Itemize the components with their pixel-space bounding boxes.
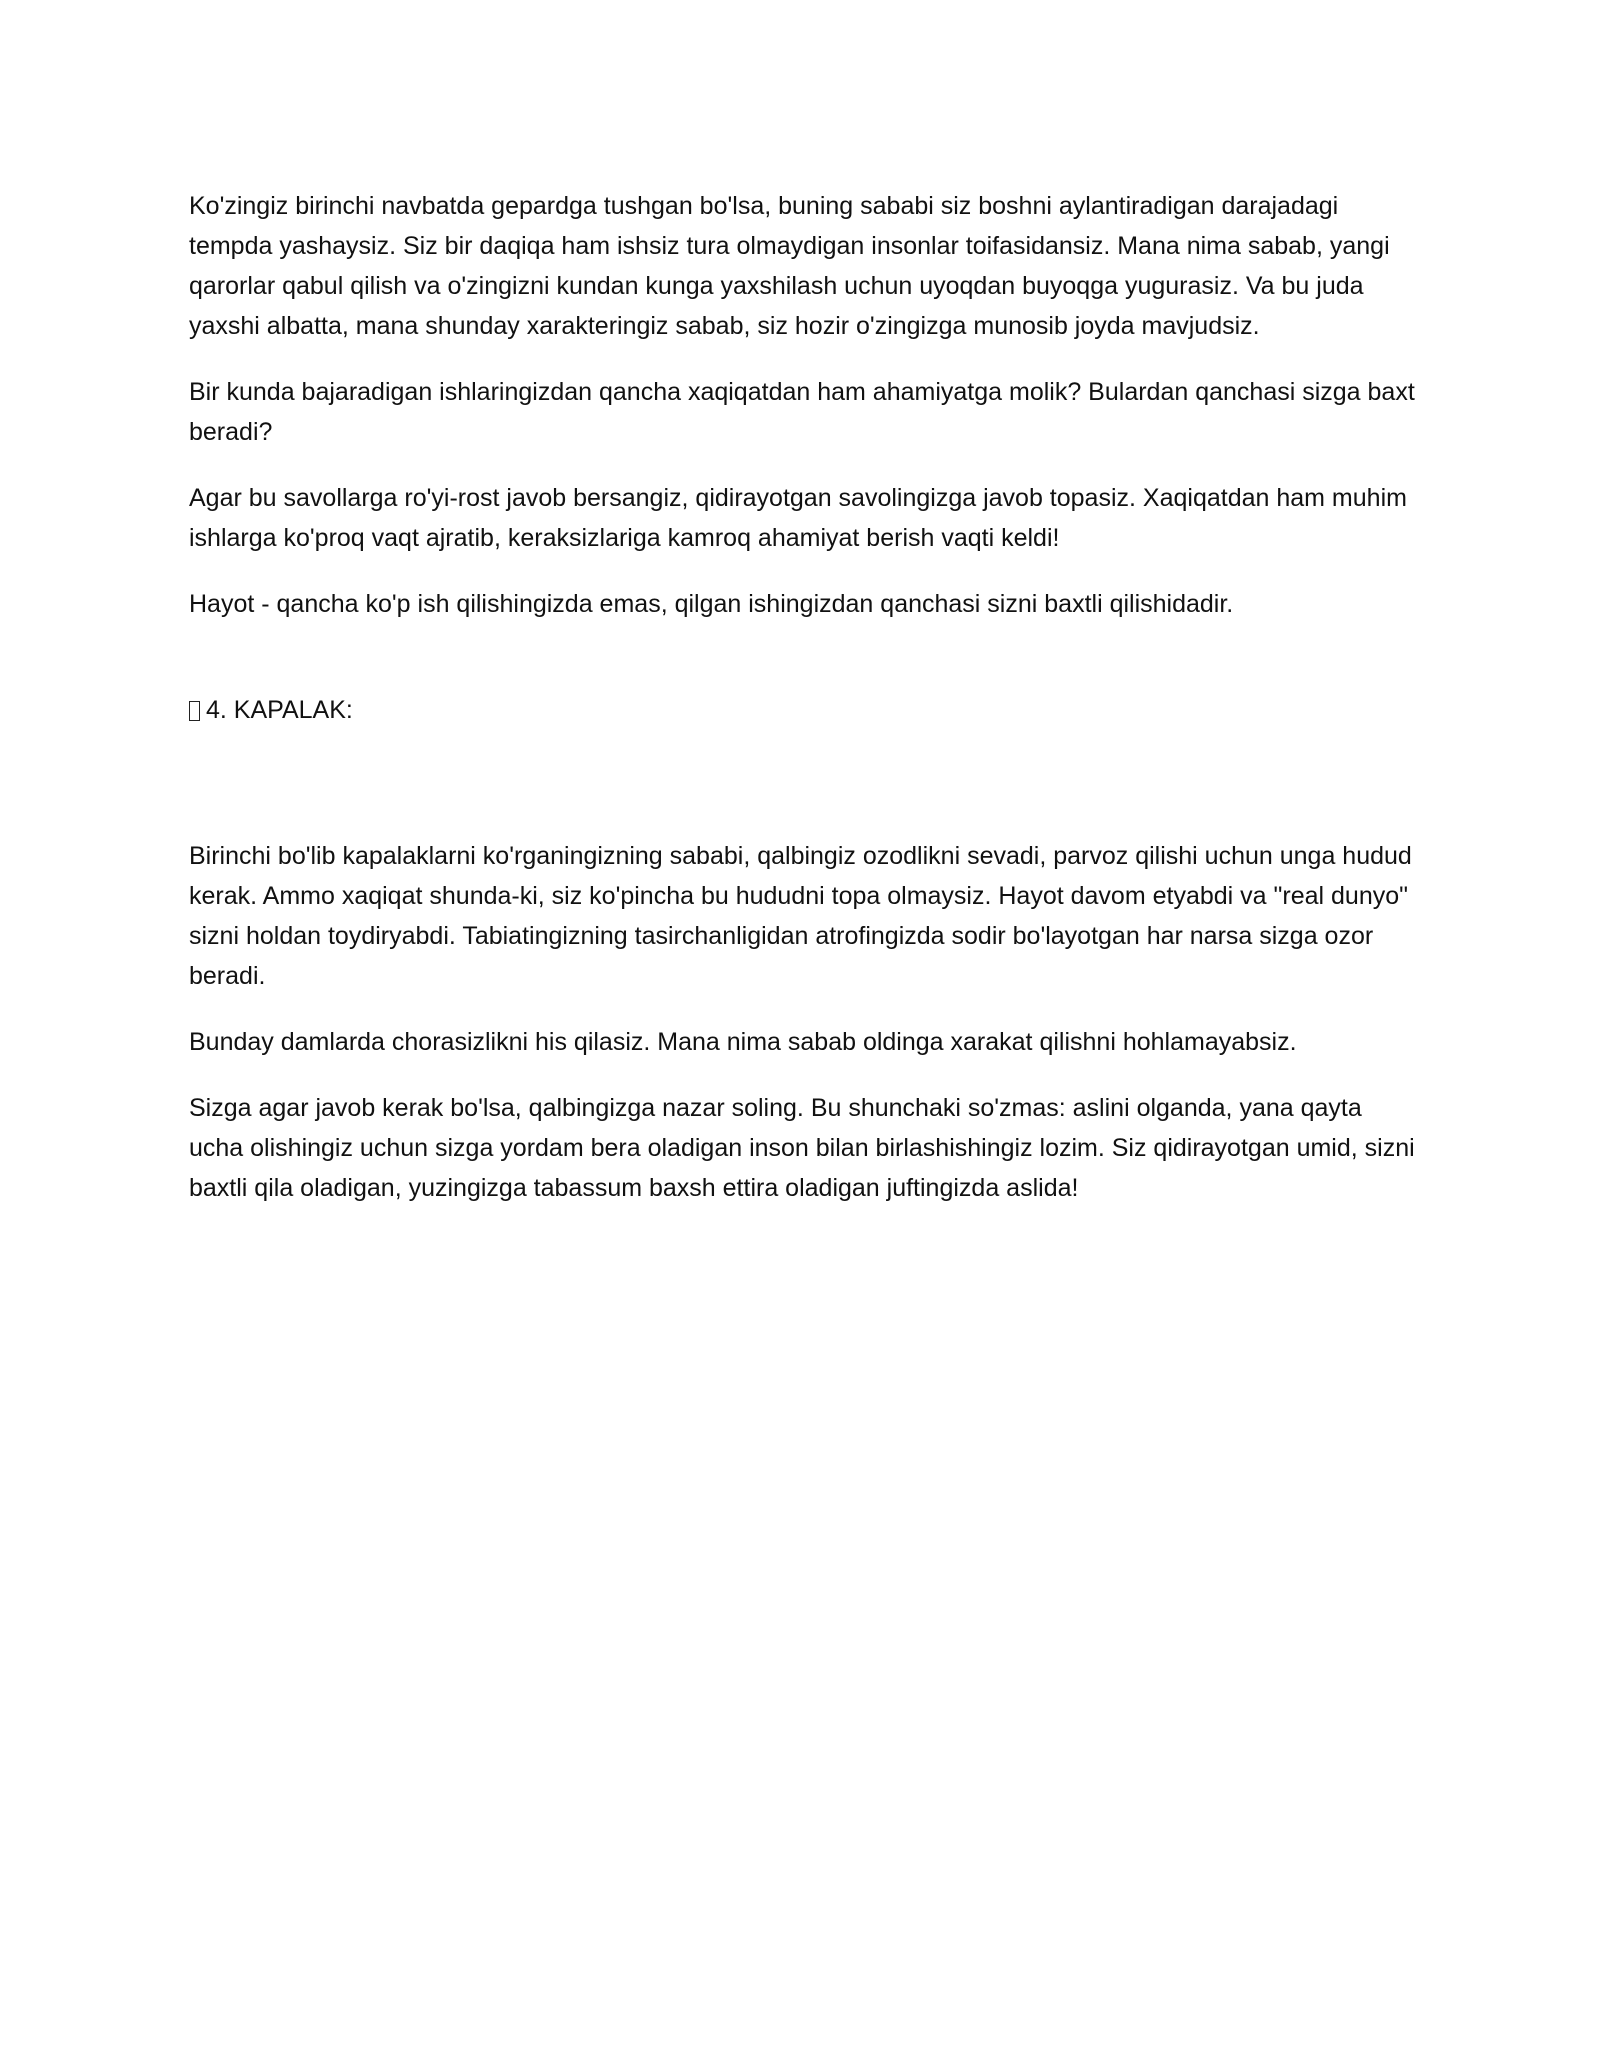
- section-heading: [189, 690, 1419, 730]
- section-spacer: [189, 730, 1419, 836]
- paragraph-answer: Agar bu savollarga ro'yi-rost javob bersangiz, qidirayotgan savolingizga javob topasiz. Xaqiqatdan ham muhim ishlarga ko'proq vaqt ajratib, keraksizlariga kamroq ahamiyat berish vaqti keldi!: [189, 484, 1407, 552]
- paragraph-question: Bir kunda bajaradigan ishlaringizdan qancha xaqiqatdan ham ahamiyatga molik? Bulardan qanchasi sizga baxt beradi?: [189, 378, 1415, 446]
- paragraph-helplessness: Bunday damlarda chorasizlikni his qilasiz. Mana nima sabab oldinga xarakat qilishni hohlamayabsiz.: [189, 1028, 1297, 1056]
- paragraph-butterfly-intro: Birinchi bo'lib kapalaklarni ko'rganingizning sababi, qalbingiz ozodlikni sevadi, parvoz qilishi uchun unga hudud kerak. Ammo xaqiqat shunda-ki, siz ko'pincha bu hududni topa olmaysiz. Hayot davom etyabdi va "real dunyo" sizni holdan toydiryabdi. Tabiatingizning tasirchanligidan atrofingizda sodir bo'layotgan har narsa sizga ozor beradi.: [189, 842, 1412, 990]
- document-body: [189, 186, 1419, 1234]
- section-heading-text: 4. KAPALAK:: [206, 696, 353, 724]
- missing-glyph-icon: [189, 701, 200, 721]
- paragraph-cheetah-intro: Ko'zingiz birinchi navbatda gepardga tushgan bo'lsa, buning sababi siz boshni aylantiradigan darajadagi tempda yashaysiz. Siz bir daqiqa ham ishsiz tura olmaydigan insonlar toifasidansiz. Mana nima sabab, yangi qarorlar qabul qilish va o'zingizni kundan kunga yaxshilash uchun uyoqdan buyoqga yugurasiz. Va bu juda yaxshi albatta, mana shunday xarakteringiz sabab, siz hozir o'zingizga munosib joyda mavjudsiz.: [189, 192, 1390, 340]
- paragraph-advice: Sizga agar javob kerak bo'lsa, qalbingizga nazar soling. Bu shunchaki so'zmas: aslini olganda, yana qayta ucha olishingiz uchun sizga yordam bera oladigan inson bilan birlashishingiz lozim. Siz qidirayotgan umid, sizni baxtli qila oladigan, yuzingizga tabassum baxsh ettira oladigan juftingizda aslida!: [189, 1094, 1415, 1202]
- paragraph-life: Hayot - qancha ko'p ish qilishingizda emas, qilgan ishingizdan qanchasi sizni baxtli qilishidadir.: [189, 590, 1234, 618]
